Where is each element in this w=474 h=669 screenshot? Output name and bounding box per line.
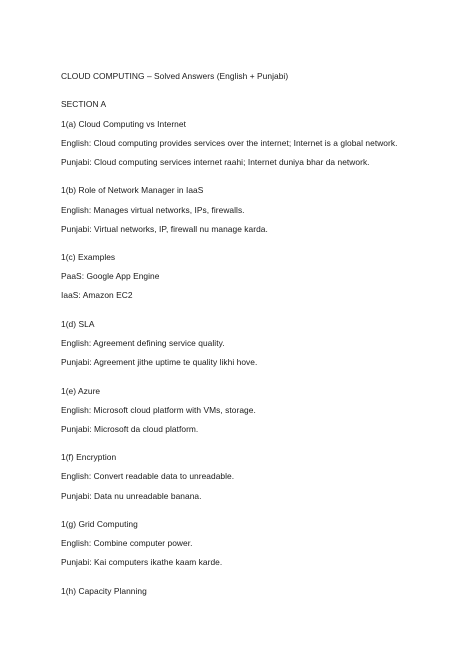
english-answer: English: Agreement defining service quality. — [61, 338, 225, 348]
punjabi-answer: Punjabi: Microsoft da cloud platform. — [61, 424, 199, 434]
question-heading: 1(c) Examples — [61, 252, 116, 262]
question-heading: 1(b) Role of Network Manager in IaaS — [61, 185, 204, 195]
english-answer: English: Manages virtual networks, IPs, firewalls. — [61, 205, 245, 215]
document-title: CLOUD COMPUTING – Solved Answers (English + Punjabi) — [61, 71, 289, 81]
punjabi-answer: Punjabi: Virtual networks, IP, firewall nu manage karda. — [61, 224, 268, 234]
question-heading: 1(h) Capacity Planning — [61, 586, 147, 596]
question-heading: 1(g) Grid Computing — [61, 519, 138, 529]
example-iaas: IaaS: Amazon EC2 — [61, 290, 133, 300]
punjabi-answer: Punjabi: Cloud computing services internet raahi; Internet duniya bhar da network. — [61, 157, 370, 167]
section-heading: SECTION A — [61, 99, 107, 109]
question-heading: 1(f) Encryption — [61, 452, 117, 462]
punjabi-answer: Punjabi: Data nu unreadable banana. — [61, 491, 202, 501]
question-heading: 1(a) Cloud Computing vs Internet — [61, 119, 186, 129]
question-heading: 1(d) SLA — [61, 319, 95, 329]
question-heading: 1(e) Azure — [61, 386, 101, 396]
english-answer: English: Microsoft cloud platform with VMs, storage. — [61, 405, 256, 415]
english-answer: English: Combine computer power. — [61, 538, 193, 548]
example-paas: PaaS: Google App Engine — [61, 271, 160, 281]
punjabi-answer: Punjabi: Agreement jithe uptime te quality likhi hove. — [61, 357, 258, 367]
punjabi-answer: Punjabi: Kai computers ikathe kaam karde. — [61, 557, 223, 567]
english-answer: English: Convert readable data to unreadable. — [61, 471, 235, 481]
english-answer: English: Cloud computing provides services over the internet; Internet is a global network. — [61, 138, 398, 148]
